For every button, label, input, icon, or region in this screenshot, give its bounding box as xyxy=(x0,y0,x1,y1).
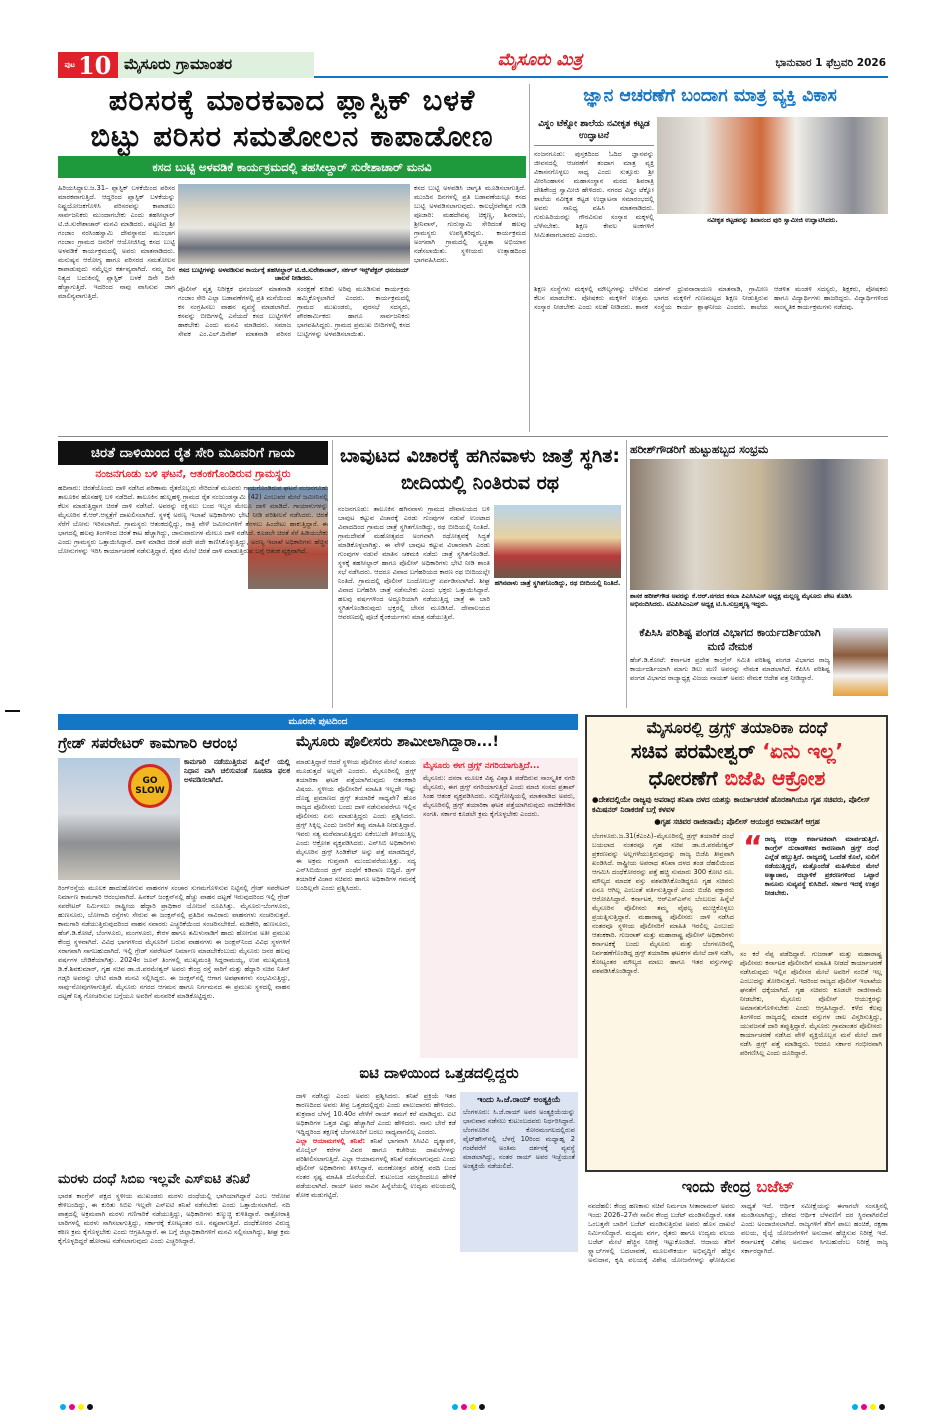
a11-headline-1: ಮೈಸೂರಲ್ಲಿ ಡ್ರಗ್ಸ್ ತಯಾರಿಕಾ ದಂಧೆ xyxy=(646,718,828,737)
page-prefix: ಪುಟ xyxy=(64,60,75,69)
a4-photo-caption: ಹಗಿನವಾಳು ಜಾತ್ರೆ ಸ್ಥಗಿತಗೊಂಡಿದ್ದು, ರಥ ಬೀದಿಯಲ್ಲಿ ನಿಂತಿದೆ. xyxy=(494,579,621,587)
a1-photo-caption: ಕಸದ ಬುಟ್ಟಿಗಳನ್ನು ಅಳವಡಿಸುವ ಕಾರ್ಯಕ್ಕೆ ತಹಸೀಲ್ದಾರ್ ಟಿ.ಜಿ.ಸುರೇಶಾಚಾರ್, ಸರ್ಕಲ್ ಇನ್ಸ್‌ಪೆಕ್ಟರ್ ಧನಂಜಯ್ ಚಾಲನೆ ನೀಡಿದರು. xyxy=(179,266,409,282)
page-number-box xyxy=(58,52,118,78)
a11-bullet-1: ●ದೇಶದಲ್ಲಿಯೇ ರಾಜ್ಯವು ಅಪರಾಧ ತನಿಖಾ ದಳದ ಯಶಸ್ಸು ಕಾರ್ಯಾಚರಣೆ ಹೊರತಾಗಿಯೂ ಗೃಹ ಸಚಿವರು, ಪೊಲೀಸ್ ಕಮಿಷನರ್ ನಿರಾಕರಣೆ ಬಗ್ಗೆ ಕಳವಳ xyxy=(592,795,871,814)
a10-body-2: ತನಿಖೆ ಭಾಗವಾಗಿ ಸಿಸಿಟಿವಿ ದೃಶ್ಯಾವಳಿ, ಮೊಬೈಲ್ ಕರೆಗಳ ವಿವರ ಹಾಗೂ ಕಚೇರಿಯ ದಾಖಲೆಗಳನ್ನು ಪರಿಶೀಲಿಸಲಾಗುತ್ತಿದೆ. ಎಲ್ಲಾ ಆಯಾಮಗಳಲ್ಲಿ ತನಿಖೆ ನಡೆಸಲಾಗುವುದು ಎಂದು ಪೊಲೀಸ್ ಅಧಿಕಾರಿಗಳು ತಿಳಿಸಿದ್ದಾರೆ. ಮರಣೋತ್ತರ ಪರೀಕ್ಷೆ ವರದಿ ಬಂದ ನಂತರ ಸ್ಪಷ್ಟ ಮಾಹಿತಿ ದೊರೆಯಲಿದೆ. ಕುಟುಂಬದ ಸದಸ್ಯರಿಂದಲೂ ಹೇಳಿಕೆ ಪಡೆಯಲಾಗಿದೆ. ರಾಯ್ ಅವರ ಸಾವಿನ ಹಿನ್ನೆಲೆಯಲ್ಲಿ ಉದ್ಯಮ ವಲಯದಲ್ಲಿ ಶೋಕ ಮಡುಗಟ್ಟಿದೆ. xyxy=(296,1137,456,1199)
a9-headline: ಮೈಸೂರು ಪೊಲೀಸರು ಶಾಮೀಲಾಗಿದ್ದಾರಾ...! xyxy=(296,734,499,750)
a12-headline-a: ಇಂದು ಕೇಂದ್ರ xyxy=(681,1177,751,1196)
a1-headline-2: ಬಿಟ್ಟು ಪರಿಸರ ಸಮತೋಲನ ಕಾಪಾಡೋಣ xyxy=(90,119,494,153)
a1-headline-1: ಪರಿಸರಕ್ಕೆ ಮಾರಕವಾದ ಪ್ಲಾಸ್ಟಿಕ್ ಬಳಕೆ xyxy=(108,83,476,117)
a10-box-body: ಬೆಂಗಳೂರು: ಸಿ.ಜೆ.ರಾಯ್ ಅವರ ಅಂತ್ಯಕ್ರಿಯೆಯನ್ನು ಭಾನುವಾರ ನಡೆಸಲು ಕುಟುಂಬದವರು ನಿರ್ಧರಿಸಿದ್ದಾರೆ. ಬೆಂಗಳೂರಿನ ಕೋರಮಂಗಲದಲ್ಲಿರುವ ವೈಟ್‌ಹೌಸ್‌ನಲ್ಲಿ ಬೆಳಗ್ಗೆ 10ರಿಂದ ಮಧ್ಯಾಹ್ನ 2 ಗಂಟೆವರೆಗೆ ಅಂತಿಮ ದರ್ಶನಕ್ಕೆ ವ್ಯವಸ್ಥೆ ಮಾಡಲಾಗಿದ್ದು, ನಂತರ ರಾಯ್ ಅವರ ಇಚ್ಛೆಯಂತೆ ಅಂತ್ಯಕ್ರಿಯೆ ನಡೆಯಲಿದೆ. xyxy=(463,1108,575,1170)
header-rule xyxy=(314,76,888,78)
a9-body: ಮಾಡುತ್ತಿದ್ದಾರೆ ಆದರೆ ಸ್ಥಳೀಯ ಪೊಲೀಸರ ಮೇಲೆ ಸಂಶಯ ಮೂಡುತ್ತದೆ ಅಲ್ಲವೇ ಎಂದರು. ಮೈಸೂರಿನಲ್ಲಿ ಡ್ರಗ್ಸ್ ತಯಾರಿಕಾ ಘಟಕ ಪತ್ತೆಯಾಗಿರುವುದು ಆತಂಕಕಾರಿ ವಿಷಯ. ಸ್ಥಳೀಯ ಪೊಲೀಸರಿಗೆ ಮಾಹಿತಿ ಇಲ್ಲದೇ ಇಷ್ಟು ದೊಡ್ಡ ಪ್ರಮಾಣದ ಡ್ರಗ್ಸ್ ತಯಾರಿಕೆ ಸಾಧ್ಯವೇ? ಹೊರ ರಾಜ್ಯದ ಪೊಲೀಸರು ಬಂದು ದಾಳಿ ನಡೆಸುವವರೆಗೂ ಇಲ್ಲಿನ ಪೊಲೀಸರು ಏನು ಮಾಡುತ್ತಿದ್ದರು ಎಂದು ಪ್ರಶ್ನಿಸಿದರು. ಡ್ರಗ್ಸ್ ಸಿಕ್ಕಿಲ್ಲ ಎಂದು ಜನರಿಗೆ ತಪ್ಪು ಮಾಹಿತಿ ನೀಡುತ್ತಿದ್ದಾರೆ. ಇವರು ಸತ್ಯ ಮರೆಮಾಚುತ್ತಿದ್ದರು ಏಕೆಂಬುದೇ ತಿಳಿಯುತ್ತಿಲ್ಲ ಎಂದು ಆಕ್ರೋಶ ವ್ಯಕ್ತಪಡಿಸಿದರು. ಎನ್‌ಸಿಬಿ ಅಧಿಕಾರಿಗಳು ಮೈಸೂರಿನ ಡ್ರಗ್ಸ್ ಸಿಂಡಿಕೇಟ್ ಅನ್ನು ಪತ್ತೆ ಮಾಡದಿದ್ದರೆ, ಈ ಅಕ್ರಮ ಗುಪ್ತವಾಗಿ ಮುಂದುವರೆಯುತ್ತಿತ್ತು. ಸದ್ಯ ಎನ್‌ಸಿಬಿಯಿಂದ ಡ್ರಗ್ ದಂಧೆಗೆ ಕಡಿವಾಣ ಬಿದ್ದಿದೆ. ಡ್ರಗ್ ತಯಾರಿಕೆ ವಿಚಾರ ಸಚಿವರು ಹಾಗೂ ಅಧಿಕಾರಿಗಳ ಗಮನಕ್ಕೆ ಬಂದಿಲ್ಲವೇ ಎಂದು ಪ್ರಶ್ನಿಸಿದರು. xyxy=(296,758,416,892)
a3-body: ಹದಿನಾರು: ಚಿರತೆಯೊಂದು ದಾಳಿ ನಡೆಸಿದ ಪರಿಣಾಮ ರೈತರೊಬ್ಬರು ಸೇರಿದಂತೆ ಮೂವರು ಗಾಯಗೊಂಡಿರುವ ಘಟನೆ ನಂಜನಗೂಡು ತಾಲೂಕಿನ ಹೊಸಹಳ್ಳಿ ಬಳಿ ನಡೆದಿದೆ. ತಾಲೂಕಿನ ಹುಲ್ಲಹಳ್ಳಿ ಗ್ರಾಮದ ರೈತ ನಂಜುಂಡಸ್ವಾಮಿ (42) ಎಂಬುವರ ಮೇಲೆ ಜಮೀನಿನಲ್ಲಿ ಕೆಲಸ ಮಾಡುತ್ತಿದ್ದಾಗ ಚಿರತೆ ದಾಳಿ ನಡೆಸಿದೆ. ಅವರನ್ನು ರಕ್ಷಿಸಲು ಬಂದ ಇಬ್ಬರ ಮೇಲೂ ದಾಳಿ ಮಾಡಿದೆ. ಗಾಯಾಳುಗಳನ್ನು ಮೈಸೂರಿನ ಕೆ.ಆರ್.ಆಸ್ಪತ್ರೆಗೆ ದಾಖಲಿಸಲಾಗಿದೆ. ಸ್ಥಳಕ್ಕೆ ಅರಣ್ಯ ಇಲಾಖೆ ಅಧಿಕಾರಿಗಳು ಭೇಟಿ ನೀಡಿ ಪರಿಶೀಲನೆ ನಡೆಸಿದರು. ಚಿರತೆ ಸೆರೆಗೆ ಬೋನು ಇರಿಸಲಾಗಿದೆ. ಗ್ರಾಮಸ್ಥರು ಆತಂಕದಲ್ಲಿದ್ದು, ರಾತ್ರಿ ವೇಳೆ ಜಮೀನುಗಳಿಗೆ ತೆರಳಲು ಹಿಂದೇಟು ಹಾಕುತ್ತಿದ್ದಾರೆ. ಈ ಭಾಗದಲ್ಲಿ ಹಲವು ತಿಂಗಳಿಂದ ಚಿರತೆ ಕಾಟ ಹೆಚ್ಚಾಗಿದ್ದು, ಜಾನುವಾರುಗಳ ಮೇಲೂ ದಾಳಿ ನಡೆಸಿದೆ. ಕೂಡಲೇ ಚಿರತೆ ಸೆರೆ ಹಿಡಿಯಬೇಕು ಎಂದು ಗ್ರಾಮಸ್ಥರು ಒತ್ತಾಯಿಸಿದ್ದಾರೆ. ದಾಳಿ ಮಾಡಿದ ಚಿರತೆ ಪದೇ ಪದೇ ಕಾಣಿಸಿಕೊಳ್ಳುತ್ತಿದ್ದು, ಅರಣ್ಯ ಇಲಾಖೆ ಅಧಿಕಾರಿಗಳು ಹೆಚ್ಚಿನ ಬೋನುಗಳನ್ನು ಇರಿಸಿ ಕಾರ್ಯಾಚರಣೆ ನಡೆಸುತ್ತಿದ್ದಾರೆ. ರೈತರ ಮೇಲೆ ಚಿರತೆ ದಾಳಿ ಮಾಡುತ್ತಿರುವ ಬಗ್ಗೆ ಆತಂಕ ವ್ಯಕ್ತವಾಗಿದೆ. xyxy=(58,484,328,555)
a1-banner: ಕಸದ ಬುಟ್ಟಿ ಅಳವಡಿಕೆ ಕಾರ್ಯಕ್ರಮದಲ್ಲಿ ತಹಸೀಲ್ದಾರ್ ಸುರೇಶಾಚಾರ್ ಮನವಿ xyxy=(58,156,526,178)
a4-photo-chariot xyxy=(494,505,621,578)
a9-box-title: ಮೈಸೂರು ಈಗ ಡ್ರಗ್ಸ್ ನಗರಿಯಾಗುತ್ತಿದೆ... xyxy=(423,761,540,771)
a10-headline: ಐಟಿ ದಾಳಿಯಿಂದ ಒತ್ತಡದಲ್ಲಿದ್ದರು xyxy=(359,1064,519,1082)
a4-divider xyxy=(332,440,333,708)
a12-headline xyxy=(588,1178,888,1196)
a1-body-2: ಪೊಲೀಸ್ ವೃತ್ತ ನಿರೀಕ್ಷಕ ಧನಂಜಯ್ ಮಾತನಾಡಿ ಗಂಜಾಂ ಸೇರಿ ಎಲ್ಲಾ ಬಡಾವಣೆಗಳಲ್ಲಿ ಪ್ರತಿ ಮನೆಯಿಂದ ಕಸ ಸಂಗ್ರಹಿಸಲು ವಾಹನ ವ್ಯವಸ್ಥೆ ಮಾಡಲಾಗಿದೆ. ಕಸವನ್ನು ಬೀದಿಗಳಲ್ಲಿ ಎಸೆಯದೆ ಕಸದ ಬುಟ್ಟಿಗಳಿಗೆ ಹಾಕಬೇಕು ಎಂದು ಮನವಿ ಮಾಡಿದರು. ಸಮಾಜ ಸೇವಕ ಎಂ.ಎಲ್.ದಿನೇಶ್ ಮಾತನಾಡಿ ಪರಿಸರ ಸಂರಕ್ಷಣೆ ಕುರಿತು ಅರಿವು ಮೂಡಿಸುವ ಕಾರ್ಯಕ್ರಮ ಹಮ್ಮಿಕೊಳ್ಳಲಾಗಿದೆ ಎಂದರು. ಕಾರ್ಯಕ್ರಮದಲ್ಲಿ ಗ್ರಾಮದ ಮುಖಂಡರು, ಪುರಸಭೆ ಸದಸ್ಯರು, ಪೌರಕಾರ್ಮಿಕರು ಹಾಗೂ ಸಾರ್ವಜನಿಕರು ಭಾಗವಹಿಸಿದ್ದರು. ಗ್ರಾಮದ ಪ್ರಮುಖ ಬೀದಿಗಳಲ್ಲಿ ಕಸದ ಬುಟ್ಟಿಗಳನ್ನು ಅಳವಡಿಸಲಾಯಿತು. xyxy=(178,285,410,338)
a3-subhead: ನಂಜನಗೂಡು ಬಳಿ ಘಟನೆ, ಆತಂಕಗೊಂಡಿರುವ ಗ್ರಾಮಸ್ಥರು xyxy=(95,468,291,480)
a11-bullet-2: ●ಗೃಹ ಸಚಿವರ ರಾಜೀನಾಮೆ; ಪೊಲೀಸ್ ಆಯುಕ್ತರ ಅಮಾನತಿಗೆ ಆಗ್ರಹ xyxy=(654,817,820,826)
a5-photo-birthday xyxy=(630,459,888,590)
a7-side-text: ಕಾಮಗಾರಿ ನಡೆಯುತ್ತಿರುವ ಹಿನ್ನೆಲೆ ಯಲ್ಲಿ ನಿಧಾನ ವಾಗಿ ಚಲಿಸುವಂತೆ ಸೂಚನಾ ಫಲಕ ಅಳವಡಿಸಲಾಗಿದೆ. xyxy=(184,758,290,784)
a11-quote: ರಾಜ್ಯ ಉಡ್ತಾ ಕರ್ನಾಟಕವಾಗಿ ಮಾರ್ಪಡುತ್ತಿದೆ. ಕಾಂಗ್ರೆಸ್ ದುರಾಡಳಿತದ ಕಾರಣವಾಗಿ ಡ್ರಗ್ಸ್ ದಂಧೆ ಎಲ್ಲೆಡೆ ಹಬ್ಬುತ್ತಿದೆ. ರಾಜ್ಯದಲ್ಲಿ ಒಂದೆಡೆ ಕೊಲೆ, ಸುಲಿಗೆ ನಡೆಯುತ್ತಿದ್ದರೆ, ಮತ್ತೊಂದೆಡೆ ಮಹಿಳೆಯರ ಮೇಲೆ ಅತ್ಯಾಚಾರ, ದಬ್ಬಾಳಿಕೆ ಪ್ರಕರಣಗಳಿಂದ ಒಟ್ಟಾರೆ ಕಾನೂನು ಸುವ್ಯವಸ್ಥೆ ಕುಸಿದಿದೆ. ಸರ್ಕಾರ ಇದಕ್ಕೆ ಉತ್ತರ ನೀಡಬೇಕು. xyxy=(764,835,879,897)
a5-headline: ಹರೀಶ್‌ಗೌಡರಿಗೆ ಹುಟ್ಟುಹಬ್ಬದ ಸಂಭ್ರಮ xyxy=(630,443,769,456)
registration-marks-left xyxy=(60,1404,93,1410)
a4-body: ನಂಜನಗೂಡು: ತಾಲೂಕಿನ ಹಗಿನವಾಳು ಗ್ರಾಮದ ದೇವಾಲಯದ ಬಳಿ ಬಾವುಟ ಕಟ್ಟುವ ವಿಚಾರಕ್ಕೆ ಎರಡು ಗುಂಪುಗಳ ನಡುವೆ ಉಂಟಾದ ವಿವಾದದಿಂದ ಗ್ರಾಮದ ಜಾತ್ರೆ ಸ್ಥಗಿತಗೊಂಡಿದ್ದು, ರಥ ಬೀದಿಯಲ್ಲಿ ನಿಂತಿದೆ. ಗ್ರಾಮದೇವತೆ ಮಹೋತ್ಸವದ ಅಂಗವಾಗಿ ರಥೋತ್ಸವಕ್ಕೆ ಸಿದ್ಧತೆ ಮಾಡಿಕೊಳ್ಳಲಾಗಿತ್ತು. ಈ ವೇಳೆ ಬಾವುಟ ಕಟ್ಟುವ ವಿಚಾರವಾಗಿ ಎರಡು ಗುಂಪುಗಳ ನಡುವೆ ಮಾತಿನ ಚಕಮಕಿ ನಡೆದು ಜಾತ್ರೆ ಸ್ಥಗಿತಗೊಂಡಿದೆ. ಸ್ಥಳಕ್ಕೆ ತಹಸೀಲ್ದಾರ್ ಹಾಗೂ ಪೊಲೀಸ್ ಅಧಿಕಾರಿಗಳು ಭೇಟಿ ನೀಡಿ ಶಾಂತಿ ಸಭೆ ನಡೆಸಿದರು. ಆದರೂ ವಿವಾದ ಬಗೆಹರಿಯದ ಕಾರಣ ರಥ ಬೀದಿಯಲ್ಲೇ ನಿಂತಿದೆ. ಗ್ರಾಮದಲ್ಲಿ ಪೊಲೀಸ್ ಬಂದೋಬಸ್ತ್ ಏರ್ಪಡಿಸಲಾಗಿದೆ. ಶೀಘ್ರ ವಿವಾದ ಬಗೆಹರಿಸಿ ಜಾತ್ರೆ ನಡೆಸಬೇಕು ಎಂದು ಭಕ್ತರು ಒತ್ತಾಯಿಸಿದ್ದಾರೆ. ಹಲವು ವರ್ಷಗಳಿಂದ ಅದ್ಧೂರಿಯಾಗಿ ನಡೆಯುತ್ತಿದ್ದ ಜಾತ್ರೆ ಈ ಬಾರಿ ಸ್ಥಗಿತಗೊಂಡಿರುವುದು ಭಕ್ತರಲ್ಲಿ ಬೇಸರ ಮೂಡಿಸಿದೆ. ದೇವಾಲಯದ ಆವರಣದಲ್ಲಿ ಪೂಜೆ ಕೈಂಕರ್ಯಗಳು ಮಾತ್ರ ನಡೆಯುತ್ತಿವೆ. xyxy=(338,505,490,621)
section-label: ಮೈಸೂರು ಗ್ರಾಮಾಂತರ xyxy=(118,52,314,78)
masthead-logo: ಮೈಸೂರು ಮಿತ್ರ xyxy=(497,50,583,70)
a6-photo-mani xyxy=(833,628,888,696)
a2-photo-inauguration xyxy=(657,117,888,214)
a11-headline-2 xyxy=(590,740,884,763)
sign-text-slow: SLOW xyxy=(135,786,165,796)
a7-headline: ಗ್ರೇಡ್ ಸಪರೇಟರ್ ಕಾಮಗಾರಿ ಆರಂಭ xyxy=(58,734,238,752)
a3-headline: ಚಿರತೆ ದಾಳಿಯಿಂದ ರೈತ ಸೇರಿ ಮೂವರಿಗೆ ಗಾಯ xyxy=(58,441,328,465)
a4-headline: ಬಾವುಟದ ವಿಚಾರಕ್ಕೆ ಹಗಿನವಾಳು ಜಾತ್ರೆ ಸ್ಥಗಿತ: ಬೀದಿಯಲ್ಲಿ ನಿಂತಿರುವ ರಥ xyxy=(340,445,620,494)
registration-marks-center xyxy=(452,1404,485,1410)
a10-body: ದಾಳಿ ನಡೆಸಿದ್ದು ಎಂದು ಅವರು ಪ್ರಶ್ನಿಸಿದರು. ತನಿಖೆ ಪ್ರಕ್ರಿಯೆ ಇತರ ಕಾರಣದಿಂದ ಅವರು ತೀವ್ರ ಒತ್ತಡದಲ್ಲಿದ್ದರು ಎಂದು ಪಾಲುದಾರರು ಹೇಳಿದರು. ಶುಕ್ರವಾರ ಬೆಳಗ್ಗೆ 10.40ರ ವೇಳೆಗೆ ರಾಯ್ ತಮಗೆ ಕರೆ ಮಾಡಿದ್ದರು. ಐಟಿ ಅಧಿಕಾರಿಗಳ ಒತ್ತಡ ವಿಷ್ಟು ಹೆಚ್ಚಾಗಿದೆ ಎಂದು ಹೇಳಿದರು. ನಾನು ಬೇರೆ ಕಡೆ ಇದ್ದಿದ್ದರಿಂದ ತಕ್ಷಣಕ್ಕೆ ಬೆಂಗಳೂರಿಗೆ ಬರಲು ಸಾಧ್ಯವಾಗಲಿಲ್ಲ ಎಂದರು. xyxy=(296,1092,456,1136)
a2-headline: ಜ್ಞಾನ ಆಚರಣೆಗೆ ಬಂದಾಗ ಮಾತ್ರ ವ್ಯಕ್ತಿ ವಿಕಾಸ xyxy=(583,86,837,106)
a9-box-body: ಮೈಸೂರು: ದಸರಾ ಮೂಲಕ ವಿಶ್ವ ವಿಖ್ಯಾತಿ ಪಡೆದಿರುವ ಸಾಂಸ್ಕೃತಿಕ ನಗರಿ ಮೈಸೂರು, ಈಗ ಡ್ರಗ್ಸ್ ನಗರಿಯಾಗುತ್ತಿದೆ ಎಂದು ಮಾಜಿ ಸಂಸದ ಪ್ರತಾಪ್ ಸಿಂಹ ಆತಂಕ ವ್ಯಕ್ತಪಡಿಸಿದರು. ಸುದ್ದಿಗೋಷ್ಠಿಯಲ್ಲಿ ಮಾತನಾಡಿದ ಅವರು, ಮೈಸೂರಿನಲ್ಲಿ ಡ್ರಗ್ಸ್ ತಯಾರಿಕಾ ಘಟಕ ಪತ್ತೆಯಾಗಿರುವುದು ನಾಚಿಕೆಗೇಡಿನ ಸಂಗತಿ. ಸರ್ಕಾರ ಕೂಡಲೇ ಕ್ರಮ ಕೈಗೊಳ್ಳಬೇಕು ಎಂದರು. xyxy=(423,774,575,818)
margin-mark xyxy=(5,710,20,712)
a5-photo-caption: ಶಾಸಕ ಹರೀಶ್‌ಗೌಡ ಅವರನ್ನು ಕೆ.ಆರ್.ನಗರದ ಕಸಬಾ ಪಿಎಸಿಸಿಎಸ್ ಅಧ್ಯಕ್ಷ ಮಲ್ಲಣ್ಣ ಮೈಸೂರು ಪೇಟ ತೊಡಿಸಿ ಅಭಿನಂದಿಸಿದರು. ಟಿಎಪಿಸಿಎಂಎಸ್ ಅಧ್ಯಕ್ಷ ಟಿ.ಸಿ.ಸುಬ್ರಹ್ಮಣ್ಯ ಇದ್ದರು. xyxy=(630,592,852,608)
a2-photo-caption: ನವೀಕೃತ ಕಟ್ಟಡವನ್ನು ಶಿವಾನಂದ ಪುರಿ ಸ್ವಾಮೀಜಿ ಉದ್ಘಾಟಿಸಿದರು. xyxy=(707,216,838,224)
a1-body-1: ಹಿರಿಯಸಿದ್ದಾಲ.ಜ.31– ಪ್ಲಾಸ್ಟಿಕ್ ಬಳಕೆಯಿಂದ ಪರಿಸರ ಮಾರಕವಾಗುತ್ತಿದೆ. ಆದ್ದರಿಂದ ಪ್ಲಾಸ್ಟಿಕ್ ಬಳಕೆಯನ್ನು ನಿಷ್ಟ್ರಯೋಜಕಗೊಳಿಸಿ ಪರಿಸರವನ್ನು ಕಾಪಾಡಲು ಸಾರ್ವಜನಿಕರು ಮುಂದಾಗಬೇಕು ಎಂದು ತಹಸೀಲ್ದಾರ್ ಟಿ.ಜಿ.ಸುರೇಶಾಚಾರ್ ಮನವಿ ಮಾಡಿದರು. ಪಟ್ಟಣದ ಶ್ರೀ ಗಂಜಾಂ ನರಸಿಂಹಸ್ವಾಮಿ ದೇವಸ್ಥಾನದ ಮುಂಭಾಗ ಗಂಜಾಂ ಗ್ರಾಮದ ಜನರಿಗೆ ಆಯೋಜಿಸಿದ್ದ ಕಸದ ಬುಟ್ಟಿ ಅಳವಡಿಕೆ ಕಾರ್ಯಕ್ರಮದಲ್ಲಿ ಅವರು ಮಾತನಾಡಿದರು. ಮನುಷ್ಯನ ಆರೋಗ್ಯ ಹಾಗೂ ಪರಿಸರದ ಸಮತೋಲನ ಕಾಪಾಡುವುದು ನಮ್ಮೆಲ್ಲರ ಕರ್ತವ್ಯವಾಗಿದೆ. ನಮ್ಮ ದಿನ ನಿತ್ಯದ ಬದುಕಿನಲ್ಲಿ ಪ್ಲಾಸ್ಟಿಕ್ ಬಳಕೆ ದಿನೇ ದಿನೇ ಹೆಚ್ಚಾಗುತ್ತಿದೆ. ಇದರಿಂದ ನಾವು ವಾಸಿಸುವ ಜಾಗ ಮಾಲಿನ್ಯವಾಗುತ್ತಿದೆ. xyxy=(58,184,175,300)
a11-body-1: ಬೆಂಗಳೂರು.ಜ.31(ಕೆಎಂಪಿ)–ಮೈಸೂರಿನಲ್ಲಿ ಡ್ರಗ್ಸ್ ತಯಾರಿಕೆ ದಂಧೆ ಬಯಲಾದ ನಂತರವೂ ಗೃಹ ಸಚಿವ ಡಾ.ಜಿ.ಪರಮೇಶ್ವರ್ ಪ್ರಕರಣವನ್ನು ಅಲ್ಲಗಳೆಯುತ್ತಿರುವುದನ್ನು ರಾಜ್ಯ ಬಿಜೆಪಿ ತೀವ್ರವಾಗಿ ಖಂಡಿಸಿದೆ. ರಾಷ್ಟ್ರೀಯ ಅಪರಾಧ ತನಿಖಾ ದಳದ ತಂಡ ದೆಹಲಿಯಿಂದ ಆಗಮಿಸಿ ದಂಧೆಕೋರರನ್ನು ಪತ್ತೆ ಹಚ್ಚಿ ಸುಮಾರು 300 ಕೋಟಿ ರೂ. ಮೌಲ್ಯದ ಮಾದಕ ವಸ್ತು ವಶಪಡಿಸಿಕೊಂಡಿದ್ದರೂ ಗೃಹ ಸಚಿವರು ಏನೂ ಆಗಿಲ್ಲ ಎಂಬಂತೆ ವರ್ತಿಸುತ್ತಿದ್ದಾರೆ ಎಂದು ಬಿಜೆಪಿ ವಕ್ತಾರರು ಆರೋಪಿಸಿದ್ದಾರೆ. ಕರ್ನಾಟಕ, ಆರ್‌ಎಸ್‌ಎಸ್‌ನ ಬೆಂಬಲದ ಹಿನ್ನೆಲೆ ಮೈಸೂರಿನ ಪೊಲೀಸರು ತಮ್ಮ ವೈಫಲ್ಯ ಮುಚ್ಚಿಕೊಳ್ಳಲು ಪ್ರಯತ್ನಿಸುತ್ತಿದ್ದಾರೆ. ಮಹಾರಾಷ್ಟ್ರ ಪೊಲೀಸರು ದಾಳಿ ನಡೆಸಿದ ನಂತರವೂ ಸ್ಥಳೀಯ ಪೊಲೀಸರಿಗೆ ಮಾಹಿತಿ ಇರಲಿಲ್ಲ ಎಂಬುದು ಆತಂಕಕಾರಿ. ಗುಜರಾತ್ ಮತ್ತು ಮಹಾರಾಷ್ಟ್ರ ಪೊಲೀಸ್ ಅಧಿಕಾರಿಗಳು ಕರ್ನಾಟಕಕ್ಕೆ ಬಂದು ಮೈಸೂರು ಮತ್ತು ಬೆಂಗಳೂರಿನಲ್ಲಿ ನಿರ್ವಹಣೆಗೊಂಡಿದ್ದ ಡ್ರಗ್ಸ್ ತಯಾರಿಕಾ ಘಟಕಗಳ ಮೇಲೆ ದಾಳಿ ನಡೆಸಿ, ಕೋಟ್ಯಂತರ ಮೌಲ್ಯದ ಮಾಲು ಹಾಗೂ ಇತರ ವಸ್ತುಗಳನ್ನು ವಶಪಡಿಸಿಕೊಂಡಿದ್ದಾರೆ. xyxy=(592,832,734,975)
a1-body-3: ಕಸದ ಬುಟ್ಟಿ ಅಳವಡಿಸಿ ಜಾಗೃತಿ ಮೂಡಿಸಲಾಗುತ್ತಿದೆ. ಮುಂದಿನ ದಿನಗಳಲ್ಲಿ ಪ್ರತಿ ಬಡಾವಣೆಯಲ್ಲೂ ಕಸದ ಬುಟ್ಟಿ ಅಳವಡಿಸಲಾಗುವುದು. ಕಾಲಭೈರವೇಶ್ವರ ಗುಡಿ ಪೂಜಾರಿ: ಮಹದೇವಪ್ಪ ಚಿಕ್ಕಣ್ಣ, ಶಿವರಾಜು, ಶ್ರೀನಿವಾಸ್, ಗುರುಸ್ವಾಮಿ ಸೇರಿದಂತೆ ಹಲವು ಗ್ರಾಮಸ್ಥರು ಉಪಸ್ಥಿತರಿದ್ದರು. ಕಾರ್ಯಕ್ರಮದ ಅಂಗವಾಗಿ ಗ್ರಾಮದಲ್ಲಿ ಸ್ವಚ್ಛತಾ ಅಭಿಯಾನ ನಡೆಸಲಾಯಿತು. ಸ್ಥಳೀಯರು ಉತ್ಸಾಹದಿಂದ ಭಾಗವಹಿಸಿದರು. xyxy=(414,184,526,264)
a9-drugs-box xyxy=(420,758,578,1058)
a2-body-2: ಶಿಕ್ಷಣ ಸಂಸ್ಥೆಗಳು ಮಕ್ಕಳಲ್ಲಿ ಮೌಲ್ಯಗಳನ್ನು ಬೆಳೆಸುವ ಕೆಲಸ ಮಾಡಬೇಕು. ಪೋಷಕರು ಮಕ್ಕಳಿಗೆ ಉತ್ತಮ ಸಂಸ್ಕಾರ ನೀಡಬೇಕು ಎಂದು ಸಲಹೆ ನೀಡಿದರು. ಶಾಸಕ ದರ್ಶನ್ ಧ್ರುವನಾರಾಯಣ ಮಾತನಾಡಿ, ಗ್ರಾಮೀಣ ಭಾಗದ ಮಕ್ಕಳಿಗೆ ಗುಣಮಟ್ಟದ ಶಿಕ್ಷಣ ನೀಡುತ್ತಿರುವ ಸಂಸ್ಥೆಯ ಕಾರ್ಯ ಶ್ಲಾಘನೀಯ ಎಂದರು. ಶಾಲೆಯ ಆಡಳಿತ ಮಂಡಳಿ ಸದಸ್ಯರು, ಶಿಕ್ಷಕರು, ಪೋಷಕರು ಹಾಗೂ ವಿದ್ಯಾರ್ಥಿಗಳು ಹಾಜರಿದ್ದರು. ವಿದ್ಯಾರ್ಥಿಗಳಿಂದ ಸಾಂಸ್ಕೃತಿಕ ಕಾರ್ಯಕ್ರಮಗಳು ನಡೆದವು. xyxy=(534,285,888,311)
a10-funeral-box xyxy=(460,1092,578,1252)
page-number: 10 xyxy=(77,50,112,80)
a10-column xyxy=(296,1092,456,1392)
a2-body-1: ನಂಜನಗೂಡು: ಪುಸ್ತಕದಿಂದ ಓದಿದ ಜ್ಞಾನವನ್ನು ಜೀವನದಲ್ಲಿ ಆಚರಣೆಗೆ ತಂದಾಗ ಮಾತ್ರ ವ್ಯಕ್ತಿ ವಿಕಾಸನಗೊಳ್ಳಲು ಸಾಧ್ಯ ಎಂದು ಸುತ್ತೂರು ಶ್ರೀ ವೀರಸಿಂಹಾಸನ ಮಹಾಸಂಸ್ಥಾನ ಮಠದ ಶಿವರಾತ್ರಿ ದೇಶಿಕೇಂದ್ರ ಸ್ವಾಮೀಜಿ ಹೇಳಿದರು. ನಗರದ ವಿಸ್ಡಂ ಟೆಕ್ನೋ ಶಾಲೆಯ ನವೀಕೃತ ಕಟ್ಟಡ ಉದ್ಘಾಟನಾ ಸಮಾರಂಭದಲ್ಲಿ ಅವರು ಸಾನಿಧ್ಯ ವಹಿಸಿ ಮಾತನಾಡಿದರು. ಗುರುಹಿರಿಯರನ್ನು ಗೌರವಿಸುವ ಸಂಸ್ಕಾರ ಮಕ್ಕಳಲ್ಲಿ ಬೆಳೆಸಬೇಕು. ಶಿಕ್ಷಣ ಕೇವಲ ಅಂಕಗಳಿಗೆ ಸೀಮಿತವಾಗಬಾರದು ಎಂದರು. xyxy=(534,150,654,239)
sign-text-go: GO xyxy=(142,776,158,786)
a11-headline-3a: ಧೋರಣೆಗೆ xyxy=(648,766,718,790)
a11-headline-3b: ಬಿಜೆಪಿ ಆಕ್ರೋಶ xyxy=(724,766,826,790)
row-divider-1 xyxy=(58,436,888,437)
a7-photo-road xyxy=(58,758,180,880)
a1-photo-group xyxy=(178,184,410,264)
a10-red-lead: ಎಲ್ಲಾ ಆಯಾಮಗಳಲ್ಲಿ ತನಿಖೆ: xyxy=(296,1137,366,1145)
a8-body: ಭಾರತ ಕಾಂಗ್ರೆಸ್ ಪಕ್ಷದ ಸ್ಥಳೀಯ ಮುಖಂಡರು ಮರಳು ದಂಧೆಯಲ್ಲಿ ಭಾಗಿಯಾಗಿದ್ದಾರೆ ಎಂಬ ಆರೋಪ ಕೇಳಿಬಂದಿದ್ದು, ಈ ಕುರಿತು ಸಿಬಿಐ ಇಲ್ಲವೇ ಎಸ್‌ಐಟಿ ತನಿಖೆ ನಡೆಸಬೇಕು ಎಂದು ಒತ್ತಾಯಿಸಲಾಗಿದೆ. ನದಿ ಪಾತ್ರದಲ್ಲಿ ಅಕ್ರಮವಾಗಿ ಮರಳು ಗಣಿಗಾರಿಕೆ ನಡೆಯುತ್ತಿದ್ದು, ಅಧಿಕಾರಿಗಳು ಕಣ್ಮುಚ್ಚಿ ಕುಳಿತಿದ್ದಾರೆ. ರಾತ್ರೋರಾತ್ರಿ ಲಾರಿಗಳಲ್ಲಿ ಮರಳು ಸಾಗಿಸಲಾಗುತ್ತಿದ್ದು, ಸರ್ಕಾರಕ್ಕೆ ಕೋಟ್ಯಂತರ ರೂ. ನಷ್ಟವಾಗುತ್ತಿದೆ. ದಂಧೆಕೋರರ ವಿರುದ್ಧ ಕಠಿಣ ಕ್ರಮ ಕೈಗೊಳ್ಳಬೇಕು ಎಂದು ಆಗ್ರಹಿಸಿದ್ದಾರೆ. ಈ ಬಗ್ಗೆ ಜಿಲ್ಲಾಧಿಕಾರಿಗಳಿಗೆ ಮನವಿ ಸಲ್ಲಿಸಲಾಗಿದ್ದು, ಶೀಘ್ರ ಕ್ರಮ ಕೈಗೊಳ್ಳದಿದ್ದರೆ ಹೋರಾಟ ನಡೆಸಲಾಗುವುದು ಎಂದು ಎಚ್ಚರಿಸಿದ್ದಾರೆ. xyxy=(58,1192,290,1245)
registration-marks-right xyxy=(852,1404,885,1410)
a11-headline-2a: ಸಚಿವ ಪರಮೇಶ್ವರ್ xyxy=(630,739,756,763)
issue-date: ಭಾನುವಾರ 1 ಫೆಬ್ರವರಿ 2026 xyxy=(775,57,886,69)
continued-section-bar: ಮೂರನೇ ಪುಟದಿಂದ xyxy=(58,714,578,730)
a8-headline: ಮರಳು ದಂಧೆ ಸಿಬಿಐ ಇಲ್ಲವೇ ಎಸ್‌ಐಟಿ ತನಿಖೆ xyxy=(58,1172,250,1187)
a6-headline: ಕೆಪಿಸಿಸಿ ಪರಿಶಿಷ್ಟ ಪಂಗಡ ವಿಭಾಗದ ಕಾರ್ಯದರ್ಶಿಯಾಗಿ ಮಣಿ ನೇಮಕ xyxy=(639,627,821,653)
go-slow-sign xyxy=(128,764,172,808)
a10-para-2 xyxy=(296,1137,456,1200)
a10-box-title: ಇಂದು ಸಿ.ಜೆ.ರಾಯ್ ಅಂತ್ಯಕ್ರಿಯೆ xyxy=(477,1095,561,1104)
a5-divider xyxy=(626,440,627,708)
a12-body: ನವದೆಹಲಿ: ಕೇಂದ್ರ ಹಣಕಾಸು ಸಚಿವೆ ನಿರ್ಮಲಾ ಸೀತಾರಾಮನ್ ಅವರು ಇಂದು 2026–27ನೇ ಸಾಲಿನ ಕೇಂದ್ರ ಬಜೆಟ್ ಮಂಡಿಸಲಿದ್ದಾರೆ. ಸತತ ಒಂಬತ್ತನೇ ಬಾರಿಗೆ ಬಜೆಟ್ ಮಂಡಿಸುತ್ತಿರುವ ಅವರು ಹೊಸ ದಾಖಲೆ ನಿರ್ಮಿಸಲಿದ್ದಾರೆ. ಮಧ್ಯಮ ವರ್ಗ, ರೈತರು ಹಾಗೂ ಉದ್ಯಮ ವಲಯ ಬಜೆಟ್ ಮೇಲೆ ಹೆಚ್ಚಿನ ನಿರೀಕ್ಷೆ ಇಟ್ಟುಕೊಂಡಿದೆ. ಆದಾಯ ತೆರಿಗೆ ಸ್ಲ್ಯಾಬ್‌ಗಳಲ್ಲಿ ಬದಲಾವಣೆ, ಮೂಲಸೌಕರ್ಯ ಅಭಿವೃದ್ಧಿಗೆ ಹೆಚ್ಚಿನ ಅನುದಾನ, ಕೃಷಿ ವಲಯಕ್ಕೆ ವಿಶೇಷ ಯೋಜನೆಗಳನ್ನು ಘೋಷಿಸುವ ಸಾಧ್ಯತೆ ಇದೆ. ಆರ್ಥಿಕ ಸಮೀಕ್ಷೆಯನ್ನು ಈಗಾಗಲೇ ಸಂಸತ್ತಿನಲ್ಲಿ ಮಂಡಿಸಲಾಗಿದ್ದು, ದೇಶದ ಆರ್ಥಿಕ ಬೆಳವಣಿಗೆ ದರ ಸ್ಥಿರವಾಗಿರಲಿದೆ ಎಂದು ಅಂದಾಜಿಸಲಾಗಿದೆ. ರಾಜ್ಯಗಳಿಗೆ ತೆರಿಗೆ ಪಾಲು ಹಂಚಿಕೆ, ರಕ್ಷಣಾ ವಲಯ, ರೈಲ್ವೆ ಯೋಜನೆಗಳಿಗೆ ಅನುದಾನ ಹೆಚ್ಚಿಸುವ ನಿರೀಕ್ಷೆ ಇದೆ. ಕರ್ನಾಟಕಕ್ಕೆ ವಿಶೇಷ ಅನುದಾನ ಸಿಗಬಹುದೆಂಬ ನಿರೀಕ್ಷೆ ರಾಜ್ಯ ಸರ್ಕಾರದ್ದಾಗಿದೆ. xyxy=(588,1202,888,1264)
a2-divider xyxy=(529,84,530,432)
a11-body-2: ಸಂ ಕರೆ ನೆಪ್ಪ ಪಡೆದಿದ್ದಾರೆ. ಗುಜರಾತ್ ಮತ್ತು ಮಹಾರಾಷ್ಟ್ರ ಪೊಲೀಸರು ಕರ್ನಾಟಕ ಪೊಲೀಸರಿಗೆ ಮಾಹಿತಿ ನೀಡದೆ ಕಾರ್ಯಾಚರಣೆ ನಡೆಸಿರುವುದು ಇಲ್ಲಿನ ಪೊಲೀಸರ ಮೇಲೆ ಅವರಿಗೆ ನಂಬಿಕೆ ಇಲ್ಲ ಎಂಬುದನ್ನು ತೋರಿಸುತ್ತದೆ. ಇದರಿಂದ ರಾಜ್ಯದ ಪೊಲೀಸ್ ಇಲಾಖೆಯ ಘನತೆಗೆ ಧಕ್ಕೆಯಾಗಿದೆ. ಗೃಹ ಸಚಿವರು ಕೂಡಲೇ ರಾಜೀನಾಮೆ ನೀಡಬೇಕು, ಮೈಸೂರು ಪೊಲೀಸ್ ಆಯುಕ್ತರನ್ನು ಅಮಾನತುಗೊಳಿಸಬೇಕು ಎಂದು ಆಗ್ರಹಿಸಿದ್ದಾರೆ. ಕಳೆದ ಕೆಲವು ತಿಂಗಳಿಂದ ರಾಜ್ಯದಲ್ಲಿ ಮಾದಕ ವಸ್ತುಗಳ ಜಾಲ ವಿಸ್ತರಿಸುತ್ತಿದ್ದು, ಯುವಜನತೆ ದಾರಿ ತಪ್ಪುತ್ತಿದ್ದಾರೆ. ಮೈಸೂರು ಗ್ರಾಮಾಂತರ ಪೊಲೀಸರು ಕಾರ್ಯಾಚರಣೆ ನಡೆಸಿದ ವೇಳೆ ವ್ಯಕ್ತಿಯೊಬ್ಬನ ಮನೆ ಮೇಲೆ ದಾಳಿ ನಡೆಸಿ ಡ್ರಗ್ಸ್ ಪತ್ತೆ ಮಾಡಿದ್ದರು. ಆದರೂ ಸರ್ಕಾರ ಗಂಭೀರವಾಗಿ ಪರಿಗಣಿಸಿಲ್ಲ ಎಂದು ದೂರಿದ್ದಾರೆ. xyxy=(740,950,882,1057)
a7-body: ರಿಂಗ್‌ರಸ್ತೆಯ ಮೂಲಕ ಹಾದುಹೋಗುವ ವಾಹನಗಳ ಸಂಚಾರ ಸುಗಮಗೊಳಿಸುವ ನಿಟ್ಟಿನಲ್ಲಿ ಗ್ರೇಡ್ ಸಪರೇಟರ್ ನಿರ್ಮಾಣ ಕಾಮಗಾರಿ ಆರಂಭವಾಗಿದೆ. ಹಿನಕಲ್ ಜಂಕ್ಷನ್‌ನಲ್ಲಿ ಹೆಚ್ಚು ವಾಹನ ದಟ್ಟಣೆ ಇರುವುದರಿಂದ ಇಲ್ಲಿ ಗ್ರೇಡ್ ಸಪರೇಟರ್ ನಿರ್ಮಿಸಲು ರಾಷ್ಟ್ರೀಯ ಹೆದ್ದಾರಿ ಪ್ರಾಧಿಕಾರ ಯೋಜನೆ ರೂಪಿಸಿತ್ತು. ಮೈಸೂರು-ಬೆಂಗಳೂರು, ಹುಣಸೂರು, ಬೋಗಾದಿ ರಸ್ತೆಗಳು ಸೇರುವ ಈ ಜಂಕ್ಷನ್‌ನಲ್ಲಿ ಪ್ರತಿದಿನ ಸಾವಿರಾರು ವಾಹನಗಳು ಸಂಚರಿಸುತ್ತವೆ. ಕಾಮಗಾರಿ ನಡೆಯುತ್ತಿರುವುದರಿಂದ ವಾಹನ ಸವಾರರು ಎಚ್ಚರಿಕೆಯಿಂದ ಸಂಚರಿಸಬೇಕಿದೆ. ಮಡಿಕೇರಿ, ಹುಣಸೂರು, ಹೆಚ್.ಡಿ.ಕೋಟೆ, ಬೆಂಗಳೂರು, ಮಂಗಳೂರು, ಕೇರಳ ಹಾಗೂ ತಮಿಳುನಾಡಿಗೆ ಹಾದು ಹೋಗುವ ಅತೀ ಪ್ರಮುಖ ಕೇಂದ್ರ ಸ್ಥಳವಾಗಿದೆ. ವಿವಿಧ ಭಾಗಗಳಿಂದ ಮೈಸೂರಿಗೆ ಬರುವ ವಾಹನಗಳು ಈ ಜಂಕ್ಷನ್‌ನಿಂದ ವಿವಿಧ ಸ್ಥಳಗಳಿಗೆ ಸರಾಗವಾಗಿ ಸಾಗಬಹುದಾಗಿದೆ. ಇಲ್ಲಿ ಗ್ರೇಡ್ ಸಪರೇಟರ್ ನಿರ್ಮಾಣ ಮಾಡಬೇಕೆಂಬುದು ಮೈಸೂರು ಜನರ ಹಲವು ವರ್ಷಗಳ ಬೇಡಿಕೆಯಾಗಿತ್ತು. 2024ರ ಜೂನ್ ತಿಂಗಳಲ್ಲಿ ಮುಖ್ಯಮಂತ್ರಿ ಸಿದ್ದರಾಮಯ್ಯ, ಉಪ ಮುಖ್ಯಮಂತ್ರಿ ಡಿ.ಕೆ.ಶಿವಕುಮಾರ್, ಗೃಹ ಸಚಿವ ಡಾ.ಜಿ.ಪರಮೇಶ್ವರ್ ಅವರು ಕೇಂದ್ರ ರಸ್ತೆ ಸಾರಿಗೆ ಮತ್ತು ಹೆದ್ದಾರಿ ಸಚಿವ ನಿತಿನ್ ಗಡ್ಕರಿ ಅವರನ್ನು ಭೇಟಿ ಮಾಡಿ ಮನವಿ ಸಲ್ಲಿಸಿದ್ದರು. ಈ ಜಂಕ್ಷನ್‌ನಲ್ಲಿ ಆಗಾಗ ಅಪಘಾತಗಳು ಸಂಭವಿಸುತ್ತಿದ್ದು, ಸಾವು-ನೋವುಗಳಾಗುತ್ತಿವೆ. ಮೈಸೂರು ನಗರದ ಆಗಮನ ಹಾಗೂ ನಿರ್ಗಮನದ ಈ ಪ್ರಮುಖ ಸ್ಥಳದಲ್ಲಿ ವಾಹನ ದಟ್ಟಣೆ ನಿತ್ಯ ಗೋಚರಿಸುವ ಬಗ್ಗೆಯೂ ಅವರಿಗೆ ಮನವರಿಕೆ ಮಾಡಿಕೊಟ್ಟಿದ್ದರು. xyxy=(58,884,290,1000)
a11-headline-2b: ‘ಏನು ಇಲ್ಲ’ xyxy=(762,739,844,763)
a6-body: ಹೆಚ್.ಡಿ.ಕೋಟೆ: ಕರ್ನಾಟಕ ಪ್ರದೇಶ ಕಾಂಗ್ರೆಸ್ ಸಮಿತಿ ಪರಿಶಿಷ್ಟ ಪಂಗಡ ವಿಭಾಗದ ರಾಜ್ಯ ಕಾರ್ಯದರ್ಶಿಯಾಗಿ ಮಾಗು ಡಿಲು ಮಣಿ ಅವರನ್ನು ನೇಮಕ ಮಾಡಲಾಗಿದೆ. ಕೆಪಿಸಿಸಿ ಪರಿಶಿಷ್ಟ ಪಂಗಡ ವಿಭಾಗದ ರಾಜ್ಯಾಧ್ಯಕ್ಷ ವಿಜಯ ನಾಯಕ್ ಅವರು ನೇಮಕ ಆದೇಶ ಪತ್ರ ನೀಡಿದ್ದಾರೆ. xyxy=(630,656,830,682)
a11-quote-box xyxy=(740,832,882,944)
a2-subhead: ವಿಸ್ಡಂ ಟೆಕ್ನೋ ಶಾಲೆಯ ನವೀಕೃತ ಕಟ್ಟಡ ಉದ್ಘಾಟನೆ xyxy=(534,118,654,146)
a11-headline-3 xyxy=(590,767,884,790)
quote-mark-icon: “ xyxy=(743,830,763,865)
a12-headline-b: ಬಜೆಟ್ xyxy=(756,1177,795,1196)
